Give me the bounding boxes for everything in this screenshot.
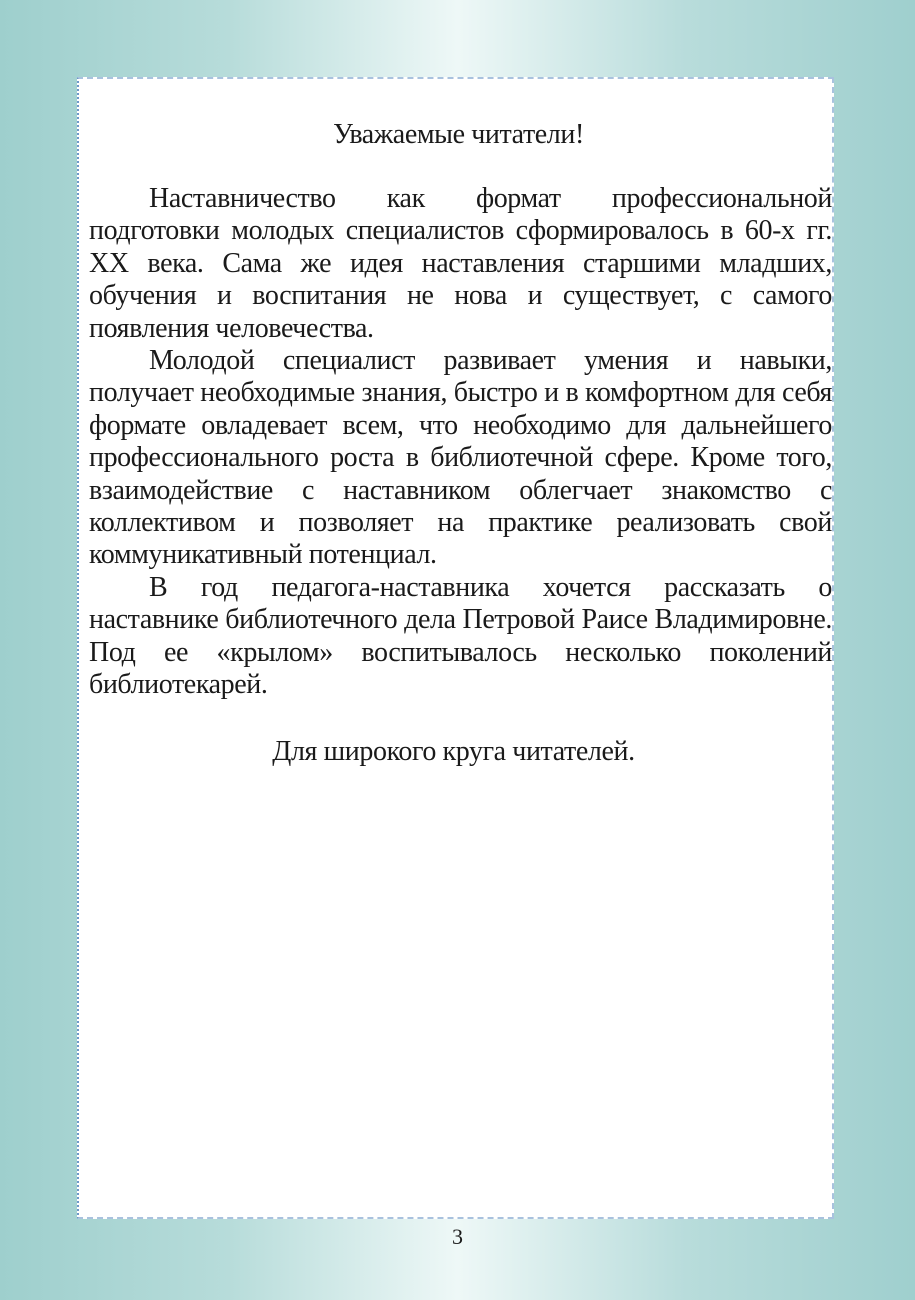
paragraph-1: Наставничество как формат профессиональной подготовки молодых специалистов сформировалось в 60-х гг. XX века. Сама же идея наставления старшими младших, обучения и воспитания не нова и существует, с самого появления человечества. bbox=[89, 183, 832, 344]
page-content bbox=[89, 119, 832, 768]
page-heading: Уважаемые читатели! bbox=[333, 119, 584, 150]
paragraph-3: В год педагога-наставника хочется рассказать о наставнике библиотечного дела Петровой Раисе Владимировне. Под ее «крылом» воспитывалось несколько поколений библиотекарей. bbox=[89, 571, 832, 701]
page-number: 3 bbox=[452, 1224, 463, 1249]
paragraph-2: Молодой специалист развивает умения и навыки, получает необходимые знания, быстро и в комфортном для себя формате овладевает всем, что необходимо для дальнейшего профессионального роста в библиотечной сфере. Кроме того, взаимодействие с наставником облегчает знакомство с коллективом и позволяет на практике реализовать свой коммуникативный потенциал. bbox=[89, 345, 832, 571]
audience-note: Для широкого круга читателей. bbox=[272, 735, 635, 767]
page-frame bbox=[77, 77, 834, 1219]
